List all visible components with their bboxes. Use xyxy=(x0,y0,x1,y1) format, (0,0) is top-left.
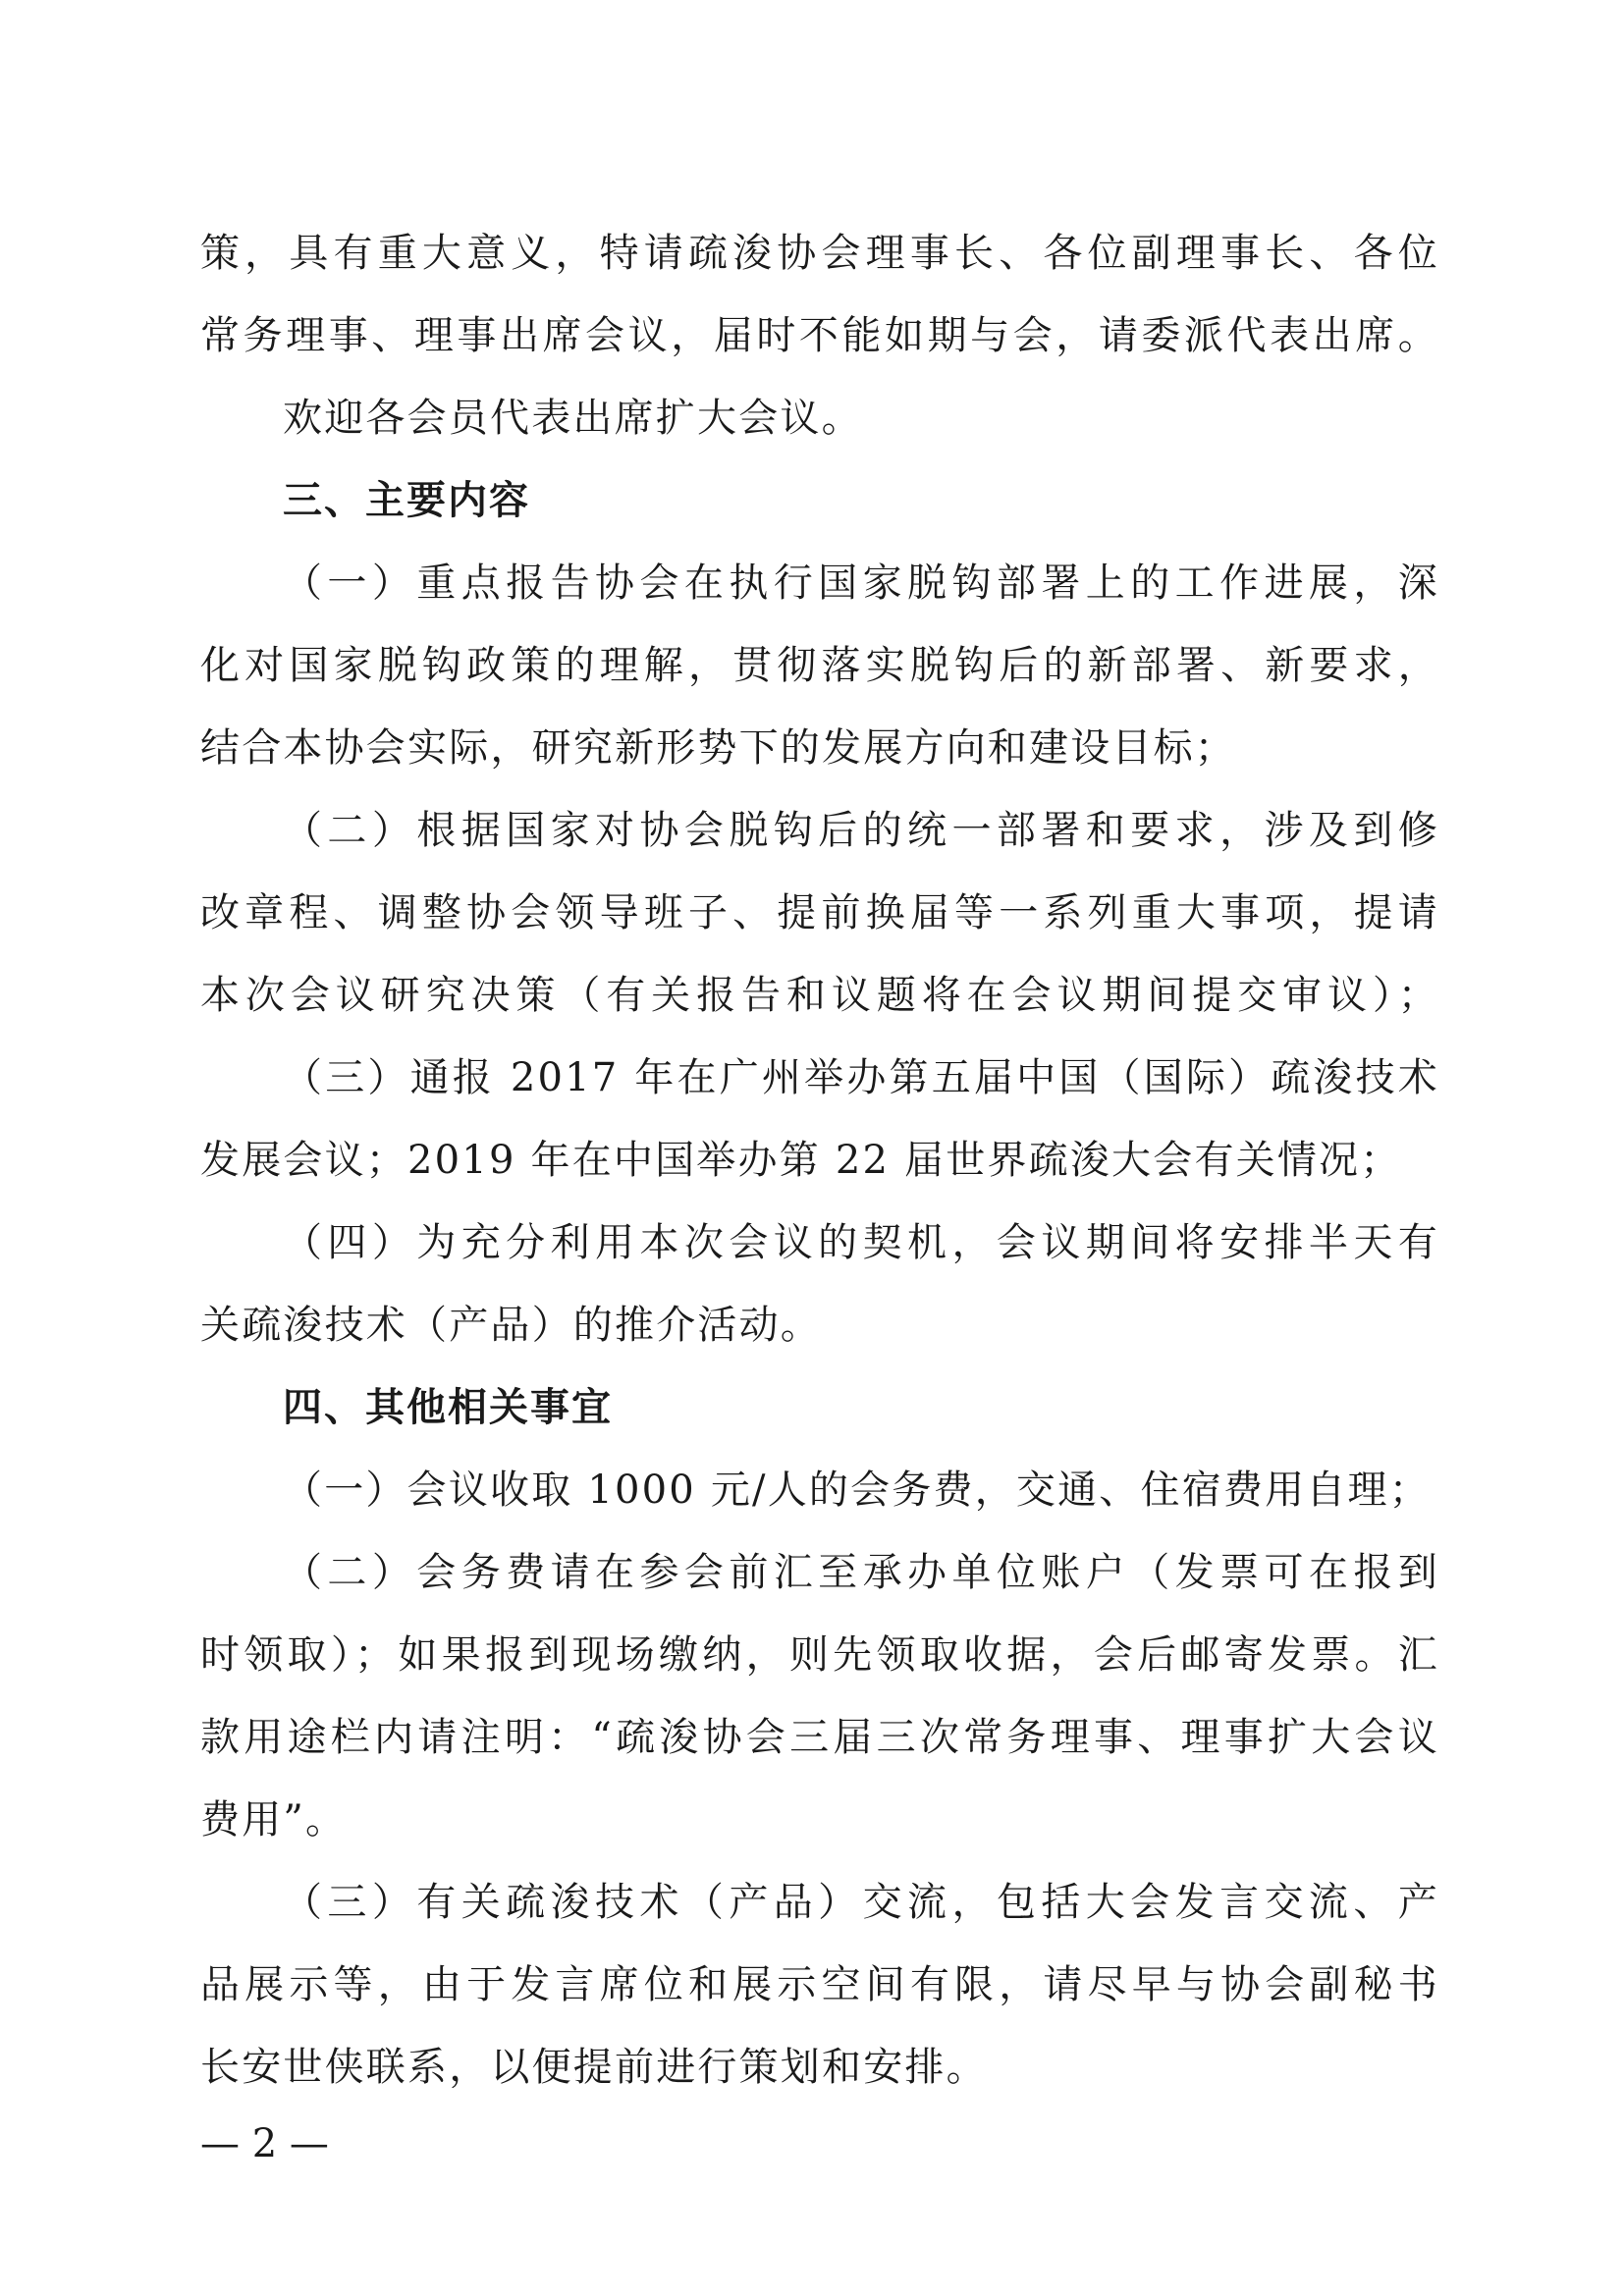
body-text-line: 结合本协会实际，研究新形势下的发展方向和建设目标； xyxy=(200,725,1236,771)
body-text-line: （二）会务费请在参会前汇至承办单位账户（发票可在报到 xyxy=(283,1550,1439,1595)
body-text-line: 改章程、调整协会领导班子、提前换届等一系列重大事项，提请 xyxy=(200,890,1439,935)
section-heading-other-matters: 四、其他相关事宜 xyxy=(283,1385,613,1430)
body-text-line: 时领取）；如果报到现场缴纳，则先领取收据，会后邮寄发票。汇 xyxy=(200,1632,1439,1678)
page-number: — 2 — xyxy=(200,2121,329,2166)
body-text-line: 发展会议；2019 年在中国举办第 22 届世界疏浚大会有关情况； xyxy=(200,1138,1402,1183)
body-text-line: 策，具有重大意义，特请疏浚协会理事长、各位副理事长、各位 xyxy=(200,231,1439,276)
body-text-line: 化对国家脱钩政策的理解，贯彻落实脱钩后的新部署、新要求， xyxy=(200,643,1439,688)
body-text-line: （四）为充分利用本次会议的契机，会议期间将安排半天有 xyxy=(283,1220,1439,1265)
body-text-line: （三）通报 2017 年在广州举办第五届中国（国际）疏浚技术 xyxy=(283,1055,1439,1100)
section-heading-main-content: 三、主要内容 xyxy=(283,478,530,523)
body-text-line: （二）根据国家对协会脱钩后的统一部署和要求，涉及到修 xyxy=(283,808,1439,853)
body-text-line: 品展示等，由于发言席位和展示空间有限，请尽早与协会副秘书 xyxy=(200,1962,1439,2007)
body-text-line: （一）重点报告协会在执行国家脱钩部署上的工作进展，深 xyxy=(283,561,1439,606)
body-text-line: 款用途栏内请注明：“疏浚协会三届三次常务理事、理事扩大会议 xyxy=(200,1715,1439,1760)
body-text-line: 欢迎各会员代表出席扩大会议。 xyxy=(283,396,863,441)
body-text-line: 关疏浚技术（产品）的推介活动。 xyxy=(200,1303,822,1348)
body-text-line: 长安世侠联系，以便提前进行策划和安排。 xyxy=(200,2045,988,2090)
body-text-line: 本次会议研究决策（有关报告和议题将在会议期间提交审议）； xyxy=(200,973,1439,1018)
body-text-line: （三）有关疏浚技术（产品）交流，包括大会发言交流、产 xyxy=(283,1880,1439,1925)
body-text-line: 费用”。 xyxy=(200,1797,348,1842)
body-text-line: （一）会议收取 1000 元/人的会务费，交通、住宿费用自理； xyxy=(283,1468,1431,1513)
body-text-line: 常务理事、理事出席会议，届时不能如期与会，请委派代表出席。 xyxy=(200,313,1439,358)
